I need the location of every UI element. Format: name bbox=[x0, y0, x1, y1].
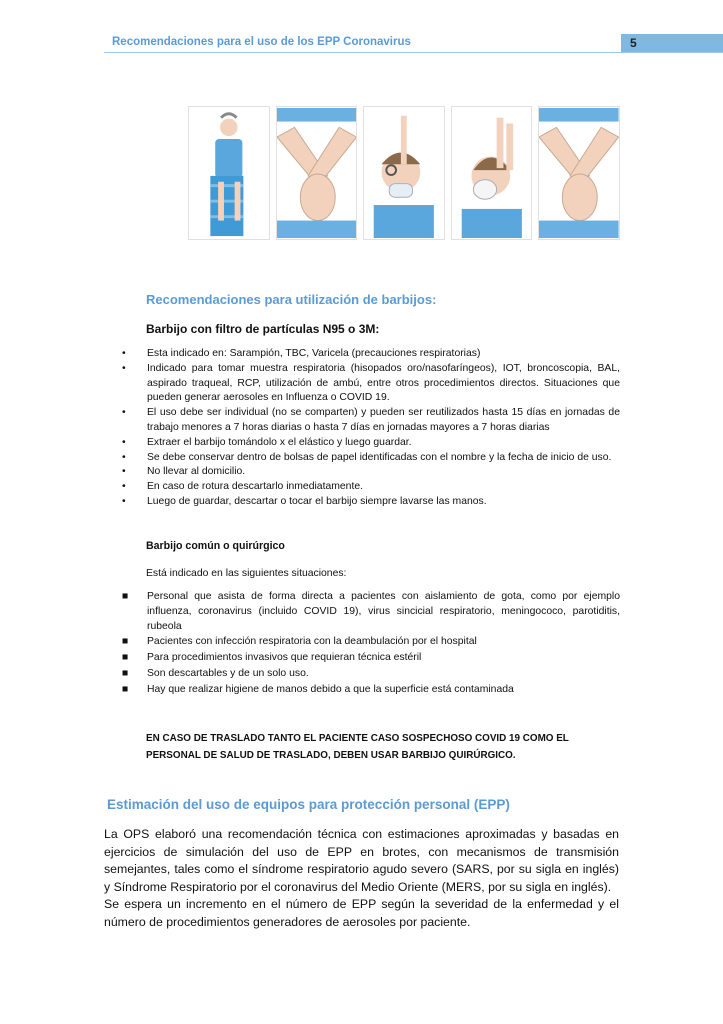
crossed-hands-icon bbox=[538, 106, 620, 240]
ppe-removal-illustrations bbox=[188, 106, 620, 240]
list-item: • Esta indicado en: Sarampión, TBC, Varicela (precauciones respiratorias) bbox=[122, 348, 481, 359]
person-removing-mask-icon bbox=[363, 106, 445, 240]
list-item: ■ Son descartables y de un solo uso. bbox=[122, 667, 309, 679]
n95-title: Barbijo con filtro de partículas N95 o 3M: bbox=[146, 322, 380, 336]
section-title-estimacion: Estimación del uso de equipos para protección personal (EPP) bbox=[107, 797, 510, 812]
list-item: • Se debe conservar dentro de bolsas de papel identificadas con el nombre y la fecha de inicio de uso. bbox=[122, 451, 612, 463]
list-item: • No llevar al domicilio. bbox=[122, 466, 246, 478]
common-mask-title: Barbijo común o quirúrgico bbox=[146, 540, 285, 552]
header-title: Recomendaciones para el uso de los EPP Coronavirus bbox=[112, 36, 411, 48]
page-header bbox=[104, 34, 723, 53]
common-mask-intro: Está indicado en las siguientes situaciones: bbox=[146, 568, 347, 579]
list-item: ■ Pacientes con infección respiratoria con la deambulación por el hospital bbox=[122, 636, 477, 648]
estimacion-paragraph-2: Se espera un incremento en el número de EPP según la severidad de la enfermedad y el número de procedimientos generadores de aerosoles por paciente. bbox=[104, 897, 619, 929]
common-mask-list bbox=[122, 590, 620, 698]
section-title-barbijos: Recomendaciones para utilización de barbijos: bbox=[146, 292, 437, 307]
list-item: ■ Personal que asista de forma directa a pacientes con aislamiento de gota, como por ejemplo influenza, coronavirus (incluido COVID 19), virus sincicial respiratorio, meningococo, parotiditis, rubeola bbox=[122, 591, 620, 632]
person-removing-respirator-icon bbox=[451, 106, 533, 240]
list-item: • El uso debe ser individual (no se comparten) y pueden ser reutilizados hasta 15 días en jornadas de trabajo menores a 7 horas diarias o hasta 7 días en jornadas mayores a 7 horas diarias bbox=[122, 407, 620, 433]
list-item: • Extraer el barbijo tomándolo x el elástico y luego guardar. bbox=[122, 436, 412, 448]
list-item: • Indicado para tomar muestra respiratoria (hisopados oro/nasofaríngeos), IOT, broncoscopia, BAL, aspirado traqueal, RCP, utilización de ambú, entre otros procedimientos directos. Situaciones que pueden generar aerosoles en Influenza o COVID 19. bbox=[122, 362, 620, 404]
page-number: 5 bbox=[621, 34, 723, 52]
transfer-warning: EN CASO DE TRASLADO TANTO EL PACIENTE CASO SOSPECHOSO COVID 19 COMO EL PERSONAL DE SALUD DE TRASLADO, DEBEN USAR BARBIJO QUIRÚRGICO. bbox=[146, 733, 569, 761]
n95-list bbox=[122, 347, 620, 510]
list-item: • Luego de guardar, descartar o tocar el barbijo siempre lavarse las manos. bbox=[122, 495, 487, 507]
list-item: • En caso de rotura descartarlo inmediatamente. bbox=[122, 481, 364, 493]
list-item: ■ Para procedimientos invasivos que requieran técnica estéril bbox=[122, 652, 422, 664]
estimacion-paragraph-1: La OPS elaboró una recomendación técnica con estimaciones aproximadas y basadas en ejercicios de simulación del uso de EPP en brotes, con mecanismos de transmisión semejantes, tales como el síndrome respiratorio agudo severo (SARS, por su sigla en inglés) y Síndrome Respiratorio por el coronavirus del Medio Oriente (MERS, por su sigla en inglés). bbox=[104, 827, 619, 894]
list-item: ■ Hay que realizar higiene de manos debido a que la superficie está contaminada bbox=[122, 683, 514, 695]
crossed-hands-icon bbox=[276, 106, 358, 240]
person-removing-gown-icon bbox=[188, 106, 270, 240]
